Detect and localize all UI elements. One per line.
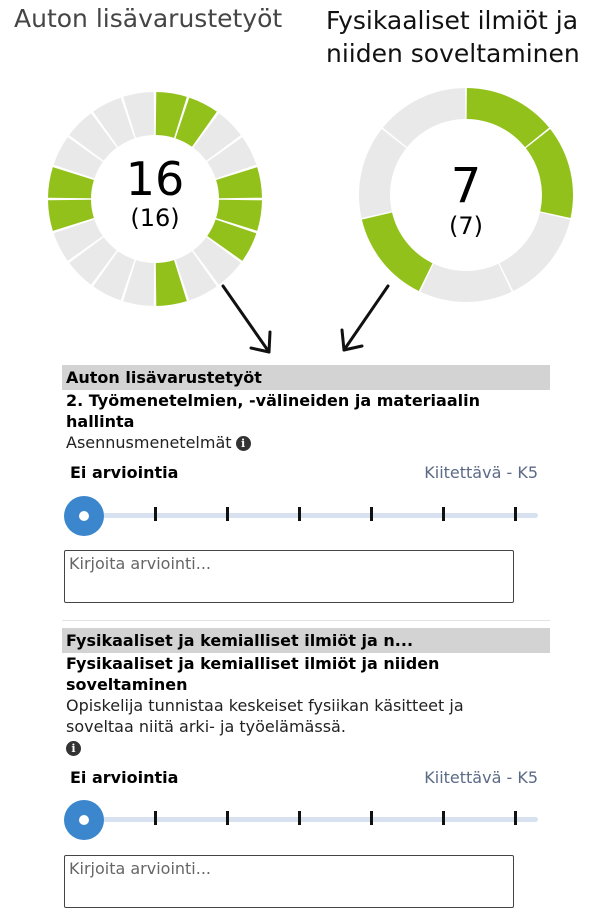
card-header: Fysikaaliset ja kemialliset ilmiöt ja n... xyxy=(62,628,550,653)
donut-segment-filled xyxy=(467,88,550,147)
grade-slider[interactable] xyxy=(64,496,538,536)
slider-track xyxy=(84,817,538,822)
card-subtitle: 2. Työmenetelmien, -välineiden ja materiaalin hallinta xyxy=(66,391,480,431)
assessment-card-auton xyxy=(62,365,550,620)
scale-max-label: Kiitettävä - K5 xyxy=(424,768,538,787)
donut-segment-empty xyxy=(359,129,406,218)
info-icon[interactable]: i xyxy=(66,741,81,756)
slider-tick xyxy=(514,507,517,521)
slider-handle[interactable] xyxy=(64,496,104,536)
slider-tick xyxy=(442,507,445,521)
donut-title-fysikaaliset: Fysikaaliset ilmiöt ja niiden soveltaminen xyxy=(326,6,580,68)
donut-segment-empty xyxy=(500,213,571,292)
card-header: Auton lisävarustetyöt xyxy=(62,365,550,390)
slider-handle[interactable] xyxy=(64,800,104,840)
donut-count: 16 xyxy=(125,152,185,206)
arrow-down-left-icon xyxy=(330,280,400,360)
scale-min-label: Ei arviointia xyxy=(70,768,179,787)
slider-tick xyxy=(298,811,301,825)
scale-max-label: Kiitettävä - K5 xyxy=(424,463,538,482)
slider-tick xyxy=(514,811,517,825)
donut-segment-empty xyxy=(420,264,511,302)
donut-title-auton: Auton lisävarustetyöt xyxy=(14,4,283,33)
assessment-textarea[interactable] xyxy=(64,550,514,603)
card-divider xyxy=(62,620,550,621)
scale-min-label: Ei arviointia xyxy=(70,463,179,482)
card-subtitle: Fysikaaliset ja kemialliset ilmiöt ja niiden soveltaminen xyxy=(66,654,440,694)
donut-count: 7 xyxy=(450,158,482,214)
slider-tick xyxy=(442,811,445,825)
slider-tick xyxy=(370,507,373,521)
donut-segment-filled xyxy=(526,129,573,218)
info-icon[interactable]: i xyxy=(236,436,251,451)
slider-tick xyxy=(370,811,373,825)
donut-count-sub: (16) xyxy=(130,204,180,232)
arrow-down-right-icon xyxy=(215,280,285,360)
grade-slider[interactable] xyxy=(64,800,538,840)
slider-tick xyxy=(226,507,229,521)
slider-tick xyxy=(154,811,157,825)
card-description: Opiskelija tunnistaa keskeiset fysiikan käsitteet ja soveltaa niitä arki- ja työelämässä. i xyxy=(66,696,464,755)
slider-tick xyxy=(298,507,301,521)
slider-track xyxy=(84,513,538,518)
slider-tick xyxy=(154,507,157,521)
assessment-textarea[interactable] xyxy=(64,855,514,908)
donut-count-sub: (7) xyxy=(449,212,483,240)
slider-tick xyxy=(226,811,229,825)
assessment-card-fysikaaliset xyxy=(62,628,550,913)
donut-segment-empty xyxy=(383,88,466,147)
card-description: Asennusmenetelmät i xyxy=(62,432,486,453)
